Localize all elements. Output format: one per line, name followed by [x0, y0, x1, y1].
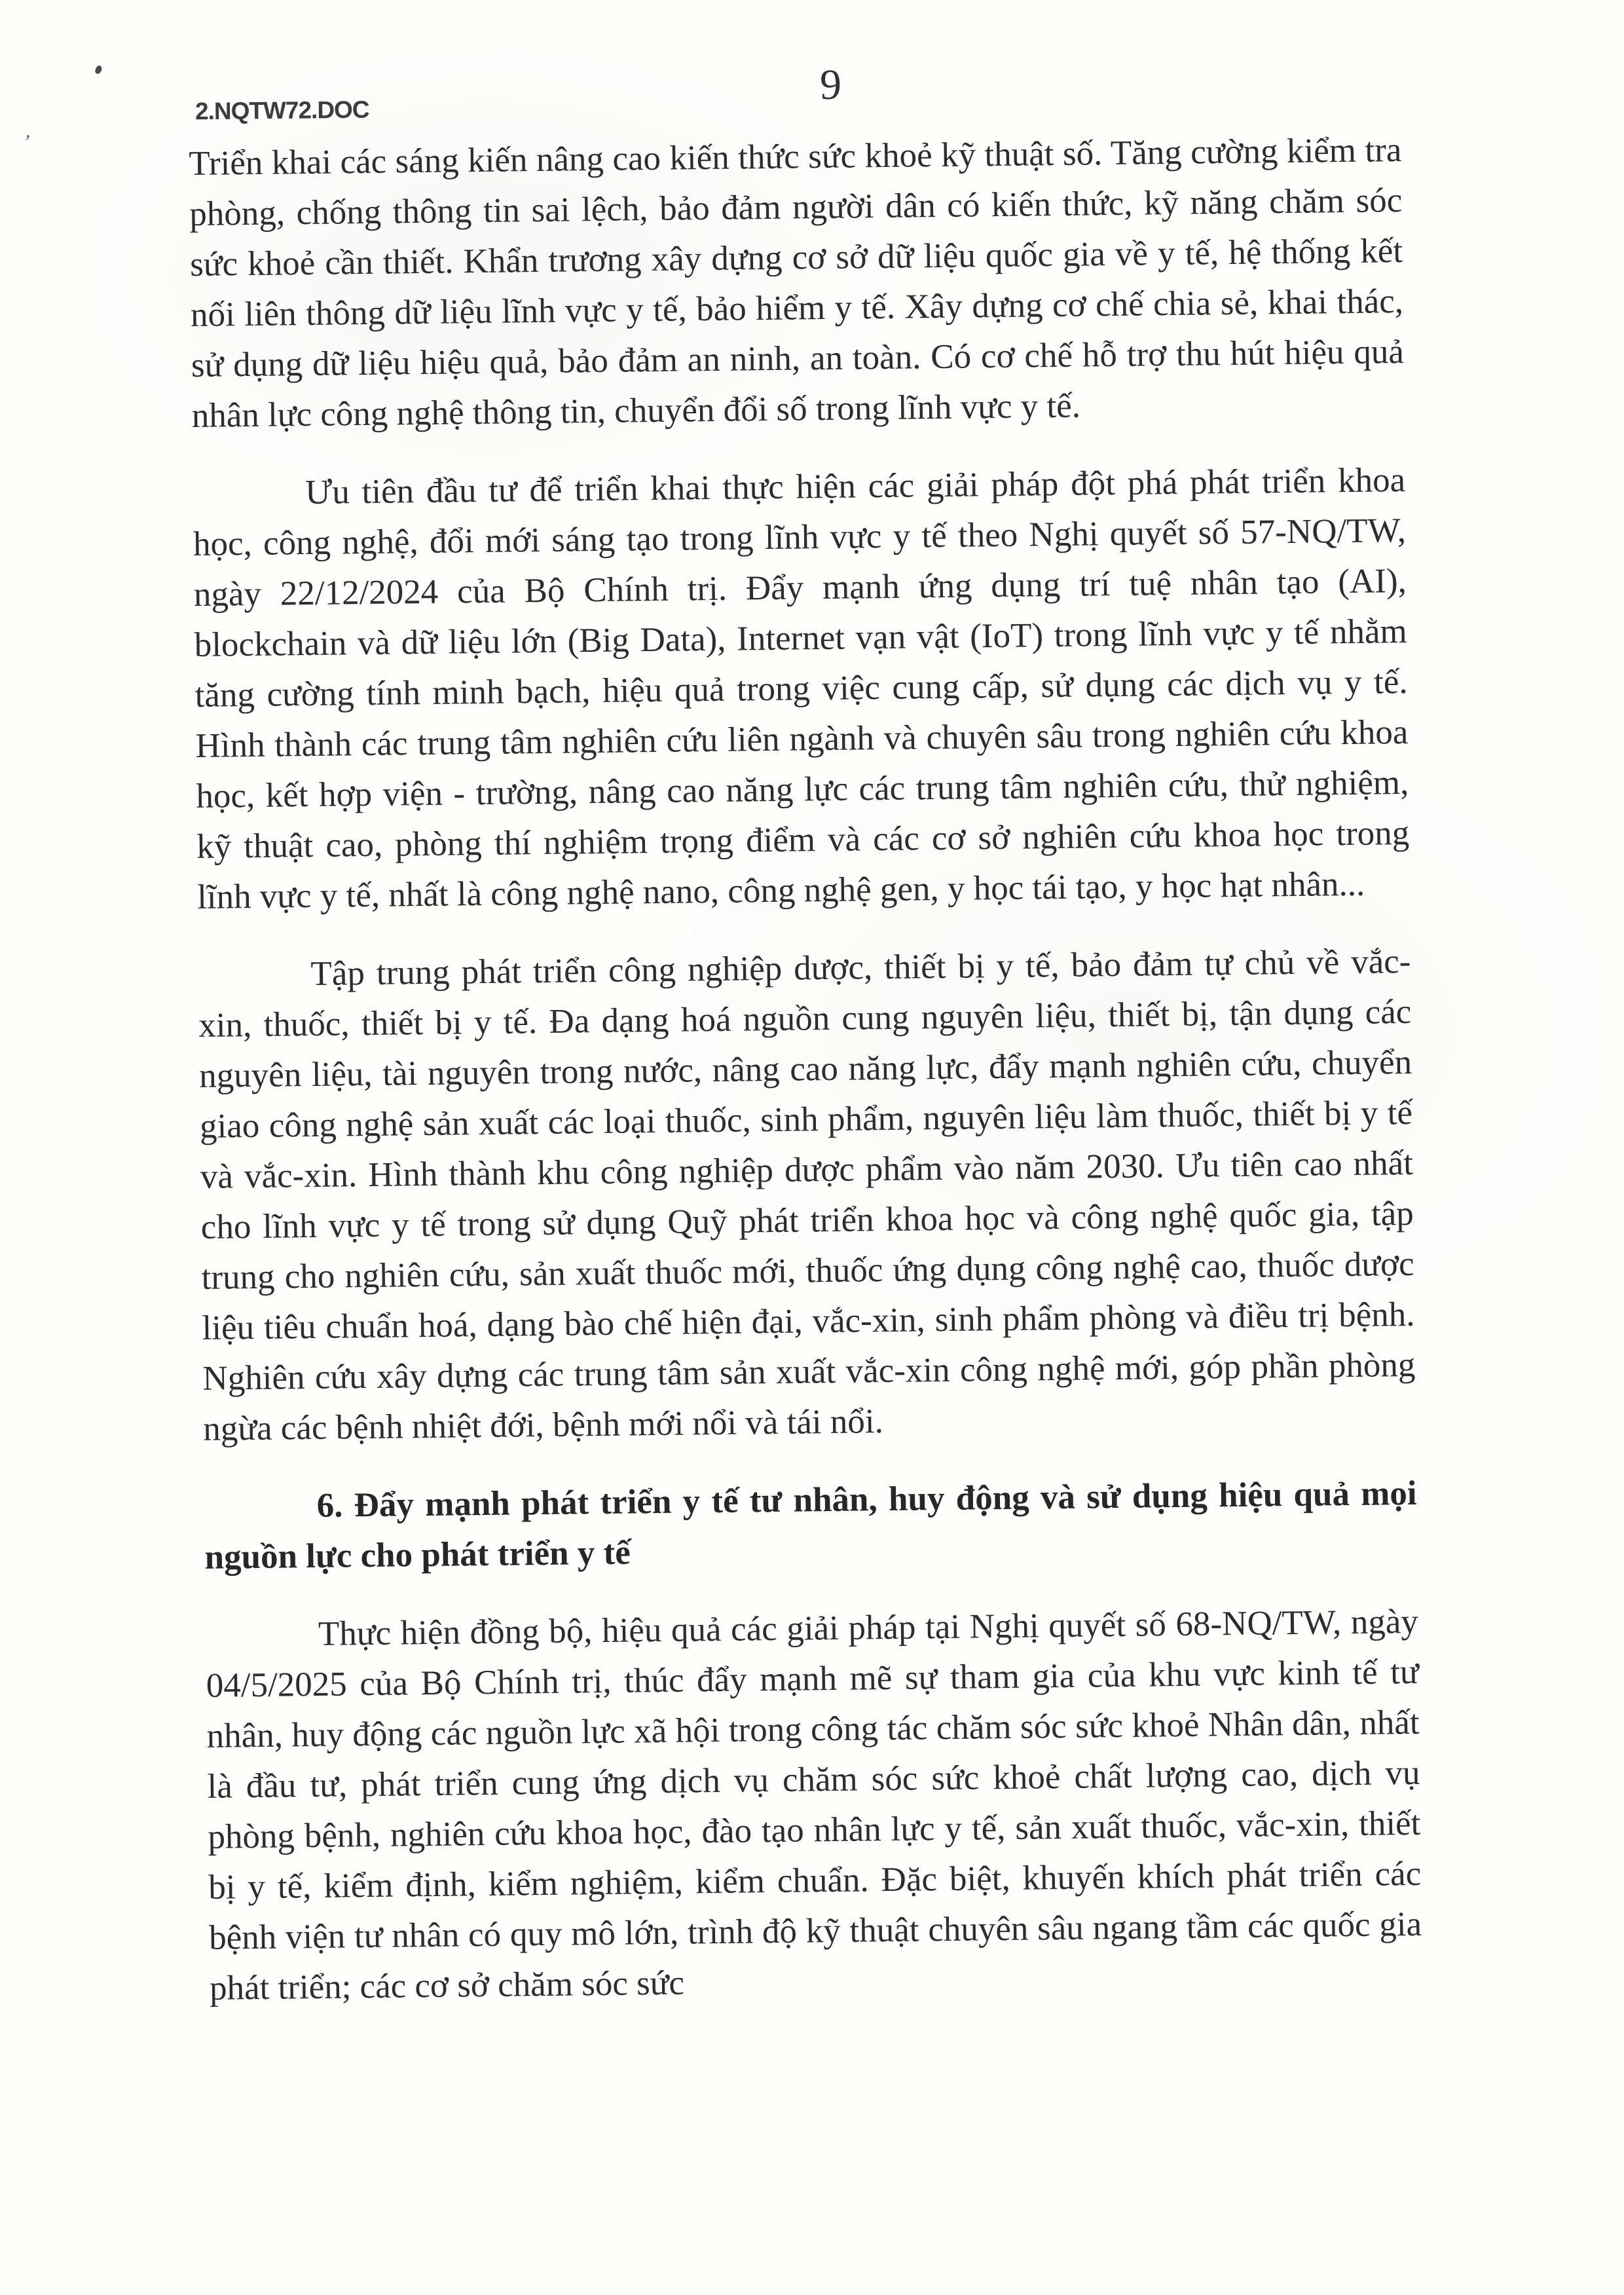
scan-speck-mark: ’	[22, 130, 32, 153]
document-body	[189, 125, 1423, 2042]
scan-speck-icon	[94, 65, 103, 75]
paragraph-pharmaceutical-industry: Tập trung phát triển công nghiệp dược, thiết bị y tế, bảo đảm tự chủ về vắc-xin, thuốc, thiết bị y tế. Đa dạng hoá nguồn cung nguyên liệu, thiết bị, tận dụng các nguyên liệu, tài nguyên trong nước, nâng cao năng lực, đẩy mạnh nghiên cứu, chuyển giao công nghệ sản xuất các loại thuốc, sinh phẩm, nguyên liệu làm thuốc, thiết bị y tế và vắc-xin. Hình thành khu công nghiệp dược phẩm vào năm 2030. Ưu tiên cao nhất cho lĩnh vực y tế trong sử dụng Quỹ phát triển khoa học và công nghệ quốc gia, tập trung cho nghiên cứu, sản xuất thuốc mới, thuốc ứng dụng công nghệ cao, thuốc dược liệu tiêu chuẩn hoá, dạng bào chế hiện đại, vắc-xin, sinh phẩm phòng và điều trị bệnh. Nghiên cứu xây dựng các trung tâm sản xuất vắc-xin công nghệ mới, góp phần phòng ngừa các bệnh nhiệt đới, bệnh mới nổi và tái nổi.	[198, 942, 1416, 1448]
page-number: 9	[819, 60, 842, 109]
section-heading-6-private-healthcare: 6. Đẩy mạnh phát triển y tế tư nhân, huy động và sử dụng hiệu quả mọi nguồn lực cho phát triển y tế	[204, 1474, 1417, 1577]
paragraph-science-technology-investment: Ưu tiên đầu tư để triển khai thực hiện các giải pháp đột phá phát triển khoa học, công nghệ, đổi mới sáng tạo trong lĩnh vực y tế theo Nghị quyết số 57-NQ/TW, ngày 22/12/2024 của Bộ Chính trị. Đẩy mạnh ứng dụng trí tuệ nhân tạo (AI), blockchain và dữ liệu lớn (Big Data), Internet vạn vật (IoT) trong lĩnh vực y tế nhằm tăng cường tính minh bạch, hiệu quả trong việc cung cấp, sử dụng các dịch vụ y tế. Hình thành các trung tâm nghiên cứu liên ngành và chuyên sâu trong nghiên cứu khoa học, kết hợp viện - trường, nâng cao năng lực các trung tâm nghiên cứu, thử nghiệm, kỹ thuật cao, phòng thí nghiệm trọng điểm và các cơ sở nghiên cứu khoa học trong lĩnh vực y tế, nhất là công nghệ nano, công nghệ gen, y học tái tạo, y học hạt nhân...	[193, 460, 1410, 916]
paragraph-private-sector-mobilization: Thực hiện đồng bộ, hiệu quả các giải pháp tại Nghị quyết số 68-NQ/TW, ngày 04/5/2025 của Bộ Chính trị, thúc đẩy mạnh mẽ sự tham gia của khu vực kinh tế tư nhân, huy động các nguồn lực xã hội trong công tác chăm sóc sức khoẻ Nhân dân, nhất là đầu tư, phát triển cung ứng dịch vụ chăm sóc sức khoẻ chất lượng cao, dịch vụ phòng bệnh, nghiên cứu khoa học, đào tạo nhân lực y tế, sản xuất thuốc, vắc-xin, thiết bị y tế, kiểm định, kiểm nghiệm, kiểm chuẩn. Đặc biệt, khuyến khích phát triển các bệnh viện tư nhân có quy mô lớn, trình độ kỹ thuật chuyên sâu ngang tầm các quốc gia phát triển; các cơ sở chăm sóc sức	[206, 1602, 1422, 2007]
document-filename-label: 2.NQTW72.DOC	[194, 96, 369, 125]
paragraph-digital-health: Triển khai các sáng kiến nâng cao kiến thức sức khoẻ kỹ thuật số. Tăng cường kiểm tra phòng, chống thông tin sai lệch, bảo đảm người dân có kiến thức, kỹ năng chăm sóc sức khoẻ cần thiết. Khẩn trương xây dựng cơ sở dữ liệu quốc gia về y tế, hệ thống kết nối liên thông dữ liệu lĩnh vực y tế, bảo hiểm y tế. Xây dựng cơ chế chia sẻ, khai thác, sử dụng dữ liệu hiệu quả, bảo đảm an ninh, an toàn. Có cơ chế hỗ trợ thu hút hiệu quả nhân lực công nghệ thông tin, chuyển đổi số trong lĩnh vực y tế.	[189, 130, 1405, 435]
